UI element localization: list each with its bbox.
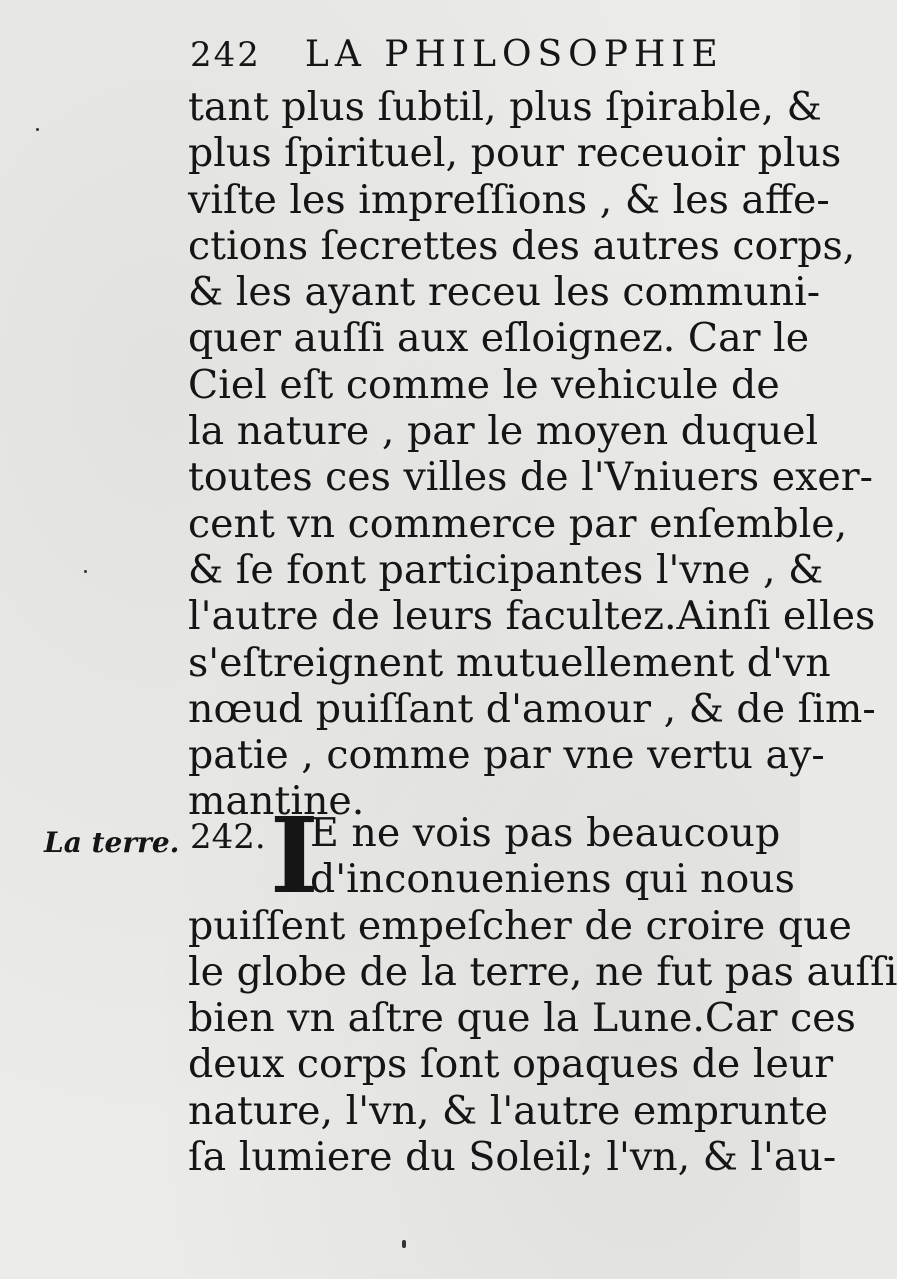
text-line: nature, l'vn, & l'autre emprunte [188, 1087, 829, 1134]
text-line: viſte les impreſſions , & les affe- [188, 176, 830, 223]
ink-speck [36, 128, 39, 131]
text-line: d'inconueniens qui nous [310, 856, 795, 903]
text-line: nœud puiſſant d'amour , & de ſim- [188, 685, 876, 732]
text-line: ſa lumiere du Soleil; l'vn, & l'au- [188, 1134, 837, 1181]
text-line: cent vn commerce par enſemble, [188, 500, 848, 547]
running-head [190, 34, 760, 84]
margin-note: La terre. [44, 826, 180, 859]
paragraph-number: 242. [190, 817, 266, 857]
text-line: la nature , par le moyen duquel [188, 408, 819, 455]
text-line: Ciel eſt comme le vehicule de [188, 361, 780, 408]
text-line: ctions ſecrettes des autres corps, [188, 222, 856, 269]
text-line: puiſſent empeſcher de croire que [188, 902, 852, 949]
text-line: mantine. [188, 778, 365, 825]
text-line: patie , comme par vne vertu ay- [188, 732, 825, 779]
text-line: & ſe font participantes l'vne , & [188, 546, 824, 593]
text-line: le globe de la terre, ne fut pas auſſi [188, 948, 897, 995]
text-line: l'autre de leurs facultez.Ainſi elles [188, 593, 876, 640]
text-line: s'eſtreignent mutuellement d'vn [188, 639, 831, 686]
text-line: plus ſpirituel, pour receuoir plus [188, 130, 842, 177]
paragraph-1 [188, 84, 876, 825]
text-line: deux corps ſont opaques de leur [188, 1041, 834, 1088]
paragraph-2-indented [310, 810, 795, 903]
text-line: quer auſſi aux eſloignez. Car le [188, 315, 810, 362]
page-number: 242 [190, 35, 261, 75]
text-line: toutes ces villes de l'Vniuers exer- [188, 454, 874, 501]
drop-cap: I [270, 794, 319, 917]
text-line: tant plus ſubtil, plus ſpirable, & [188, 84, 822, 130]
running-title: LA PHILOSOPHIE [304, 34, 724, 75]
paragraph-2 [188, 902, 897, 1181]
ink-speck [402, 1240, 406, 1248]
text-line: & les ayant receu les communi- [188, 269, 821, 316]
text-line: bien vn aſtre que la Lune.Car ces [188, 995, 856, 1042]
text-line: E ne vois pas beaucoup [310, 810, 781, 856]
ink-speck [84, 570, 87, 573]
